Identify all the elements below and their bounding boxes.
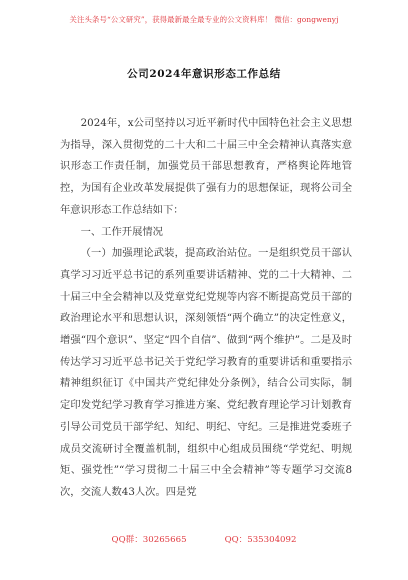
qq-contact-footer	[0, 533, 408, 545]
intro-paragraph: 2024年，x公司坚持以习近平新时代中国特色社会主义思想为指导，深入贯彻党的二十大和二十届三中全会精神认真落实意识形态工作责任制，加强党员干部思想教育，严格舆论阵地管控，为国有企业改革发展提供了强有力的思想保证，现将公司全年意识形态工作总结如下：	[60, 117, 352, 216]
qq-group-number: QQ群：30265665	[111, 535, 187, 545]
section-heading: 一、工作开展情况	[80, 225, 163, 238]
document-body	[60, 113, 352, 504]
qq-contact-number: QQ：535304092	[224, 535, 297, 545]
body-paragraph: （一）加强理论武装，提高政治站位。一是组织党员干部认真学习习近平总书记的系列重要讲话精神、党的二十大精神、二十届三中全会精神以及党章党纪党规等内容不断提高党员干部的政治理论水平和思想认识，深刻领悟“两个确立”的决定性意义，增强“四个意识”、坚定“四个自信”、做到“两个维护”。二是及时传达学习习近平总书记关于党纪学习教育的重要讲话和重要指示精神组织征订《中国共产党纪律处分条例》，结合公司实际，制定印发党纪学习教育学习推进方案、党纪教育理论学习计划教育引导公司党员干部学纪、知纪、明纪、守纪。三是推进党委班子成员交流研讨全覆盖机制，组织中心组成员围绕“学党纪、明规矩、强党性”“学习贯彻二十届三中全会精神”等专题学习交流8次，交流人数43人次。四是党	[60, 247, 352, 498]
top-promo-banner: 关注头条号“公文研究”，获得最新最全最专业的公文资料库！ 微信：gongwenyj	[69, 15, 339, 24]
document-title: 公司2024年意识形态工作总结	[127, 68, 281, 80]
